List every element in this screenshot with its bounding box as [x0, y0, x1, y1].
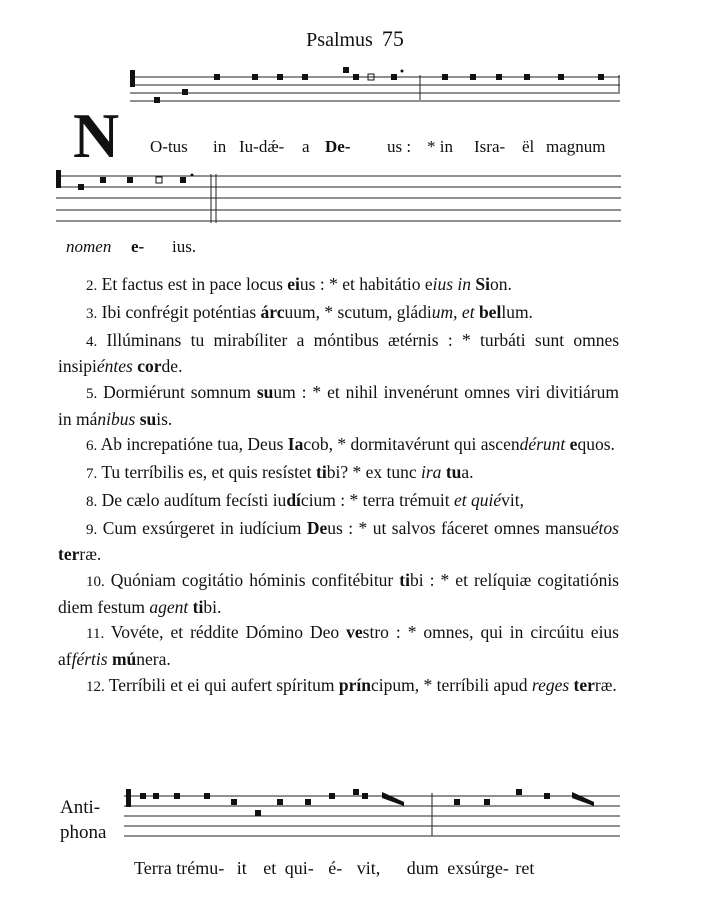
- verse-text: cipum, * terríbili apud: [371, 674, 532, 695]
- verse-text: de.: [161, 356, 183, 377]
- verse-text: Quóniam cogitátio hóminis confitébitur: [110, 570, 400, 591]
- lyric-syllable: a: [302, 137, 310, 156]
- accented-syllable: ei: [287, 274, 300, 294]
- accented-syllable: ter: [573, 674, 595, 695]
- accented-syllable: ti: [192, 596, 204, 617]
- lyric-syllable: magnum: [546, 137, 606, 156]
- lyric-syllable: us :: [387, 137, 412, 156]
- verse-text: bi.: [203, 596, 222, 617]
- accented-syllable: su: [139, 408, 157, 429]
- verse-text: Illúminans tu mirabíliter a móntibus ætér: [106, 329, 419, 350]
- verse-text: Vovéte, et réddite Dómino Deo: [110, 622, 347, 643]
- italic-cadence: fértis: [71, 649, 108, 669]
- chant-staff-2: [56, 165, 622, 233]
- verse-text: nera.: [136, 649, 171, 669]
- lyric-syllable: De-: [325, 137, 351, 156]
- accented-syllable: mú: [111, 649, 137, 669]
- verse-text: quos.: [577, 434, 615, 455]
- do-clef: [130, 70, 135, 87]
- lyric-syllable: Isra-: [474, 137, 506, 156]
- italic-cadence: nibus: [97, 408, 136, 429]
- lyric-syllable: ret: [515, 858, 535, 878]
- lyric-syllable: it: [236, 858, 247, 878]
- accented-syllable: prín: [338, 674, 372, 695]
- verse-text: uum, * scutum, gládi: [284, 301, 432, 322]
- lyric-syllable: Iu-dǽ-: [239, 137, 285, 156]
- psalm-verse: [58, 516, 619, 567]
- psalm-verse: [58, 568, 619, 619]
- verse-text: stro : * omnes, qui in circúitu eius af: [58, 622, 619, 669]
- accented-syllable: dí: [286, 489, 301, 510]
- verse-number: 11.: [86, 626, 105, 643]
- italic-cadence: éntes: [96, 356, 133, 377]
- verse-text: cium : * terra trémuit: [300, 489, 454, 510]
- verse-text: ræ.: [594, 674, 617, 695]
- verse-text: a.: [461, 462, 474, 483]
- verse-text: lum.: [501, 301, 533, 322]
- italic-cadence: agent: [149, 596, 189, 617]
- drop-cap-initial: N: [73, 100, 120, 171]
- psalm-verse: [58, 673, 619, 700]
- italic-cadence: ius in: [432, 274, 472, 294]
- verse-text: Terríbili et ei qui aufert spíritum: [108, 674, 339, 695]
- verse-text: Ibi confrégit poténtias: [101, 301, 261, 322]
- accented-syllable: De: [306, 517, 328, 538]
- psalm-verse: [58, 380, 619, 431]
- psalm-verse: [58, 620, 619, 671]
- lyric-syllable: ius.: [172, 237, 197, 256]
- italic-cadence: dérunt: [519, 434, 566, 455]
- verse-text: Cum exsúrgeret in iudícium: [102, 517, 307, 538]
- lyric-syllable: O-tus: [150, 137, 188, 156]
- antiphon-label-line-1: Anti-: [60, 797, 101, 818]
- do-clef: [56, 170, 61, 188]
- verse-text: Et factus est in pace locus: [101, 274, 288, 294]
- accented-syllable: cor: [137, 356, 162, 377]
- psalm-verse: [58, 272, 619, 299]
- verse-text: on.: [490, 274, 512, 294]
- accented-syllable: árc: [260, 301, 285, 322]
- psalm-verse: [58, 300, 619, 327]
- staff-1-graphic: [130, 62, 622, 112]
- psalm-verse: [58, 460, 619, 487]
- do-clef: [126, 789, 131, 807]
- lyric-syllable: in: [213, 137, 227, 156]
- italic-cadence: ira: [421, 462, 442, 483]
- italic-cadence: um, et: [431, 301, 475, 322]
- verse-text: bi : * et relíquiæ cogitatiónis diem festum: [58, 570, 619, 617]
- verse-number: 5.: [86, 385, 98, 402]
- verse-number: 2.: [86, 278, 98, 294]
- verse-text: De cælo audítum fecísti iu: [101, 489, 287, 510]
- verse-number: 6.: [86, 438, 98, 455]
- lyric-syllable: dum: [406, 858, 439, 878]
- verse-text: Dormiérunt somnum: [103, 381, 257, 402]
- psalm-verses: [58, 272, 619, 701]
- lyric-syllable: vit,: [356, 858, 381, 878]
- antiphon-label-line-2: phona: [60, 822, 107, 843]
- verse-number: 3.: [86, 305, 98, 322]
- accented-syllable: Ia: [287, 434, 304, 455]
- accented-syllable: su: [256, 381, 274, 402]
- antiphon-lyrics: [134, 858, 534, 879]
- verse-number: 7.: [86, 466, 98, 483]
- antiphon-staff-graphic: [124, 786, 622, 848]
- accented-syllable: ter: [58, 544, 80, 565]
- verse-text: Tu terríbilis es, et quis resístet: [101, 462, 317, 483]
- verse-text: us : * et habitátio e: [299, 274, 433, 294]
- verse-text: is.: [156, 408, 173, 429]
- verse-text: us : * ut salvos fáceret omnes mansu: [327, 517, 591, 538]
- accented-syllable: ti: [316, 462, 327, 483]
- staff-2-graphic: [56, 165, 622, 233]
- verse-text: Ab increpatióne tua, Deus: [100, 434, 288, 455]
- verse-number: 8.: [86, 493, 98, 510]
- verse-text: cob, * dormitavérunt qui ascen: [303, 434, 520, 455]
- lyric-syllable: et: [263, 858, 277, 878]
- verse-number: 10.: [86, 574, 105, 591]
- accented-syllable: ti: [399, 570, 410, 591]
- lyric-syllable: é-: [328, 858, 343, 878]
- psalm-title: Psalmus: [306, 29, 373, 51]
- verse-text: nis : * turbáti sunt omnes insipi: [58, 329, 620, 377]
- psalm-number: 75: [381, 26, 404, 51]
- accented-syllable: tu: [445, 462, 462, 483]
- antiphon-label: [60, 795, 106, 845]
- accented-syllable: e: [569, 434, 578, 455]
- lyric-syllable: Terra trému-: [134, 858, 225, 878]
- page-title: [0, 26, 710, 52]
- verse-number: 9.: [86, 521, 98, 538]
- verse-text: bi? * ex tunc: [326, 462, 421, 483]
- lyric-syllable: nomen: [66, 237, 112, 256]
- verse-text: ræ.: [79, 544, 102, 565]
- psalm-verse: [58, 328, 619, 379]
- italic-cadence: et quié: [454, 489, 502, 510]
- italic-cadence: reges: [531, 674, 570, 695]
- lyric-syllable: qui-: [284, 858, 314, 878]
- psalm-verse: [58, 432, 619, 459]
- lyric-syllable: e-: [131, 237, 145, 256]
- lyric-syllable: exsúrge-: [447, 858, 509, 878]
- accented-syllable: bel: [478, 301, 502, 322]
- verse-number: 4.: [86, 333, 98, 350]
- lyric-syllable: * in: [427, 137, 453, 156]
- accented-syllable: Si: [475, 274, 490, 294]
- verse-number: 12.: [86, 678, 105, 695]
- antiphon-staff: [124, 786, 622, 848]
- verse-text: vit,: [501, 489, 524, 510]
- italic-cadence: étos: [590, 517, 619, 538]
- psalm-verse: [58, 488, 619, 515]
- verse-text: um : * et nihil invenérunt omnes viri divitiárum in má: [58, 381, 619, 429]
- chant-staff-1: [130, 62, 622, 112]
- lyric-syllable: ël: [522, 137, 535, 156]
- accented-syllable: ve: [346, 622, 363, 643]
